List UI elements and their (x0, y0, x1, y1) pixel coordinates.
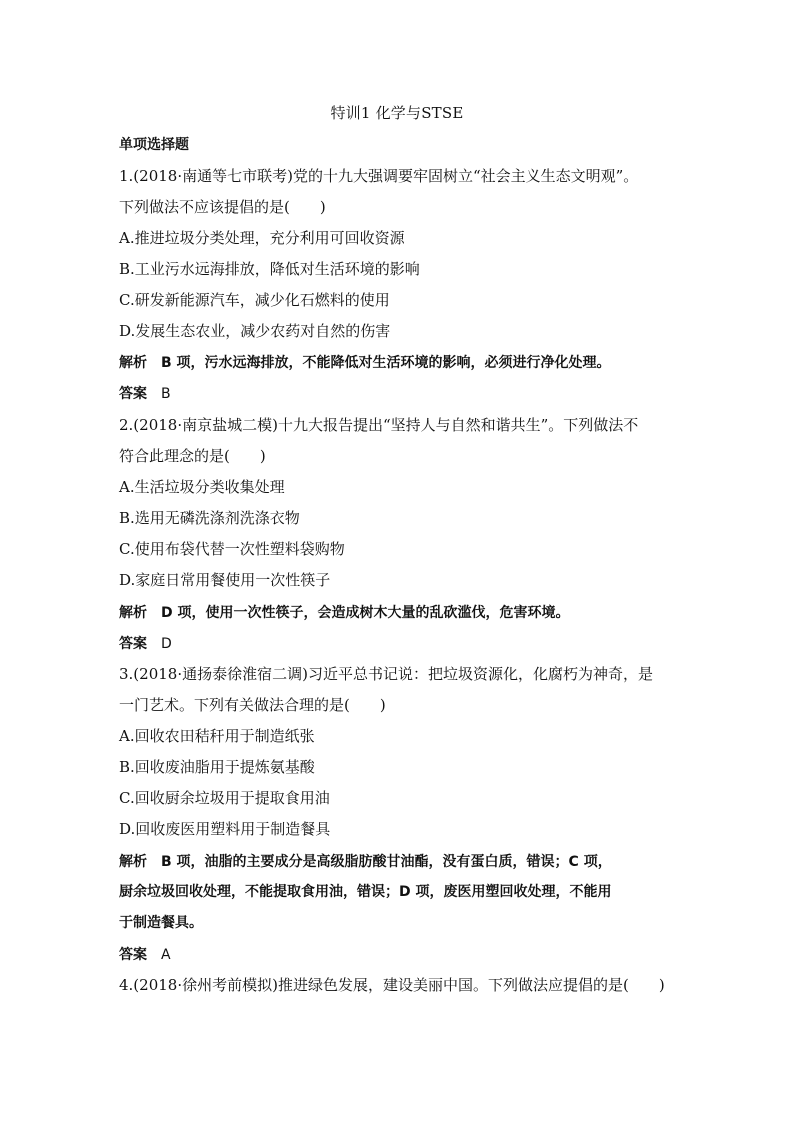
question-3-analysis-line-2: 厨余垃圾回收处理，不能提取食用油，错误；D 项，废医用塑回收处理，不能用 (119, 884, 612, 900)
question-3-option-b: B.回收废油脂用于提炼氨基酸 (119, 758, 315, 776)
section-heading: 单项选择题 (119, 137, 189, 153)
answer-label: 答案 (119, 386, 147, 402)
question-1-option-d: D.发展生态农业，减少农药对自然的伤害 (119, 322, 391, 340)
question-1-analysis (119, 352, 679, 373)
question-2-option-a: A.生活垃圾分类收集处理 (119, 478, 285, 496)
question-2-stem-line-2: 符合此理念的是( ) (119, 447, 266, 465)
question-2-stem-line-1: 2.(2018·南京盐城二模)十九大报告提出“坚持人与自然和谐共生”。下列做法不 (119, 416, 639, 434)
question-3-answer (119, 944, 679, 965)
question-2-option-c: C.使用布袋代替一次性塑料袋购物 (119, 540, 345, 558)
question-2-option-d: D.家庭日常用餐使用一次性筷子 (119, 571, 331, 589)
answer-value: A (161, 947, 171, 963)
question-3-analysis-line-3: 于制造餐具。 (119, 915, 203, 931)
question-3-option-a: A.回收农田秸秆用于制造纸张 (119, 727, 315, 745)
question-3-option-d: D.回收废医用塑料用于制造餐具 (119, 820, 331, 838)
answer-label: 答案 (119, 636, 147, 652)
answer-value: D (161, 636, 172, 652)
question-1-answer (119, 383, 679, 404)
question-2-option-b: B.选用无磷洗涤剂洗涤衣物 (119, 509, 300, 527)
analysis-label: 解析 (119, 355, 147, 371)
question-3-analysis-line-1 (119, 851, 679, 872)
question-3-stem-line-1: 3.(2018·通扬泰徐淮宿二调)习近平总书记说：把垃圾资源化，化腐朽为神奇，是 (119, 665, 653, 683)
question-2-analysis (119, 602, 679, 623)
analysis-label: 解析 (119, 605, 147, 621)
answer-value: B (161, 386, 171, 402)
question-1-stem-line-1: 1.(2018·南通等七市联考)党的十九大强调要牢固树立“社会主义生态文明观”。 (119, 167, 639, 185)
question-3-stem-line-2: 一门艺术。下列有关做法合理的是( ) (119, 696, 386, 714)
question-4-stem-line-1: 4.(2018·徐州考前模拟)推进绿色发展，建设美丽中国。下列做法应提倡的是( ) (119, 976, 665, 994)
question-1-stem-line-2: 下列做法不应该提倡的是( ) (119, 198, 326, 216)
question-1-option-c: C.研发新能源汽车，减少化石燃料的使用 (119, 291, 390, 309)
analysis-label: 解析 (119, 854, 147, 870)
answer-label: 答案 (119, 947, 147, 963)
question-1-option-b: B.工业污水远海排放，降低对生活环境的影响 (119, 260, 420, 278)
analysis-text: B 项，油脂的主要成分是高级脂肪酸甘油酯，没有蛋白质，错误；C 项， (161, 854, 612, 870)
question-3-option-c: C.回收厨余垃圾用于提取食用油 (119, 789, 330, 807)
analysis-text: D 项，使用一次性筷子，会造成树木大量的乱砍滥伐，危害环境。 (161, 605, 570, 621)
analysis-text: B 项，污水远海排放，不能降低对生活环境的影响，必须进行净化处理。 (161, 355, 611, 371)
question-2-answer (119, 633, 679, 654)
question-1-option-a: A.推进垃圾分类处理，充分利用可回收资源 (119, 229, 405, 247)
page-title: 特训1 化学与STSE (330, 104, 464, 122)
